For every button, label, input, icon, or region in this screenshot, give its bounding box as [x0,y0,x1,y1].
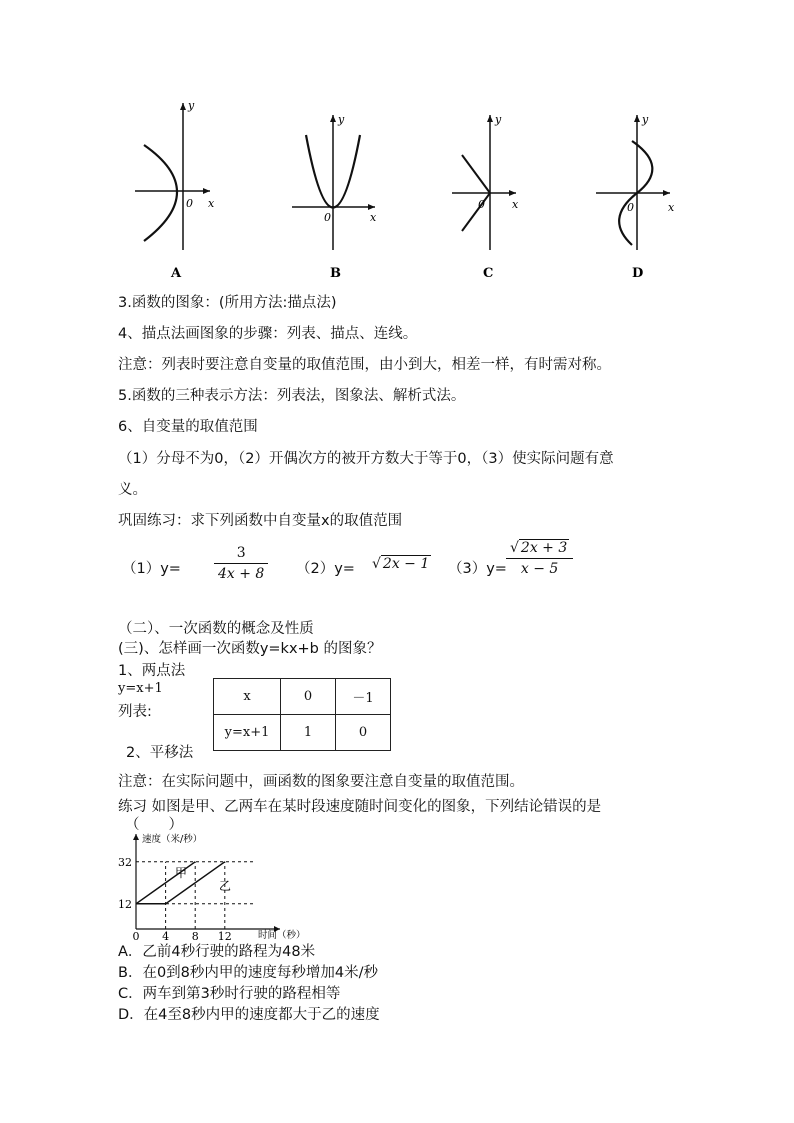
x-tick-label: 0 [132,930,140,940]
graph-label-b: B [330,266,341,281]
graph-a-origin: 0 [186,197,193,210]
y-tick-label: 32 [118,855,132,869]
domain-conditions-cont: 义。 [118,482,147,498]
series-label-jia: 甲 [175,866,188,880]
graph-d-origin: 0 [627,201,634,214]
sqrt-icon: √ [510,540,519,556]
graph-label-c: C [483,266,494,281]
sqrt-icon: √ [372,556,381,572]
series-label-yi: 乙 [219,879,232,893]
table-cell: －1 [336,679,391,715]
graph-c-origin: 0 [478,198,485,211]
table-label: 列表: [118,704,152,720]
table-cell: x [214,679,281,715]
method-translation: 2、平移法 [126,745,194,761]
option-a: A．乙前4秒行驶的路程为48米 [118,944,316,960]
exercise-3-label: （3）y= [448,561,507,577]
table-cell: 0 [281,679,336,715]
graph-a-y-label: y [188,99,195,112]
answer-parentheses: （ ） [125,817,183,833]
graph-a-x-label: x [208,197,215,210]
graph-a [135,99,215,250]
graph-b-origin: 0 [324,211,331,224]
exercise-3-denominator: x − 5 [506,558,573,577]
section-2-heading: （二）、一次函数的概念及性质 [118,621,314,637]
exercise-1-label: （1）y= [122,561,181,577]
graph-d-y-label: y [642,113,649,126]
exercise-2-radicand: 2x − 1 [382,556,430,572]
exercise-1-numerator: 3 [236,545,246,561]
exercise-3-radicand: 2x + 3 [520,540,568,556]
x-tick-label: 8 [191,930,199,940]
graph-b-y-label: y [338,113,345,126]
graph-label-d: D [632,266,644,281]
chart-x-label: 时间（秒） [258,930,306,940]
domain-conditions: （1）分母不为0，（2）开偶次方的被开方数大于等于0，（3）使实际问题有意 [118,451,614,467]
y-tick-label: 12 [118,897,132,911]
speed-time-chart [112,830,312,940]
exercise-1-denominator: 4x + 8 [214,563,268,582]
table-row [214,715,391,751]
graph-c-x-label: x [512,198,519,211]
line-3-graph-method: 3.函数的图象：(所用方法:描点法) [118,295,337,311]
graph-label-a: A [171,266,182,281]
graph-b-x-label: x [370,211,377,224]
table-row [214,679,391,715]
y-axis-arrow-icon [133,834,139,840]
exercise-3-fraction [506,540,573,577]
function-graphs [130,95,690,285]
section-3-heading: (三)、怎样画一次函数y=kx+b 的图象？ [118,641,382,657]
equation-y-x-plus-1: y=x+1 [118,681,163,696]
method-two-points: 1、两点法 [118,663,186,679]
chart-y-label: 速度（米/秒） [142,834,203,845]
line-5-representations: 5.函数的三种表示方法：列表法，图象法、解析式法。 [118,388,466,404]
exercise-1-fraction [214,545,268,582]
exercise-question: 练习 如图是甲、乙两车在某时段速度随时间变化的图象，下列结论错误的是 [118,799,602,815]
graph-c-y-label: y [495,113,502,126]
option-d: D．在4至8秒内甲的速度都大于乙的速度 [118,1007,380,1023]
values-table [213,678,391,751]
table-cell: y=x+1 [214,715,281,751]
x-tick-label: 4 [162,930,170,940]
option-c: C．两车到第3秒时行驶的路程相等 [118,986,341,1002]
graph-c [452,113,519,250]
table-cell: 0 [336,715,391,751]
exercise-2-radical [372,556,431,572]
graph-d-x-label: x [668,201,675,214]
exercise-2-label: （2）y= [296,561,355,577]
graph-b [292,113,377,250]
line-6-domain-heading: 6、自变量的取值范围 [118,419,258,435]
option-b: B．在0到8秒内甲的速度每秒增加4米/秒 [118,965,379,981]
note-real-problems: 注意：在实际问题中，画函数的图象要注意自变量的取值范围。 [118,774,524,790]
table-cell: 1 [281,715,336,751]
practice-heading: 巩固练习：求下列函数中自变量x的取值范围 [118,513,403,529]
note-table-range: 注意：列表时要注意自变量的取值范围，由小到大，相差一样，有时需对称。 [118,357,611,373]
line-4-plot-steps: 4、描点法画图象的步骤：列表、描点、连线。 [118,326,418,342]
graph-d [596,113,675,250]
x-tick-label: 12 [217,930,232,940]
